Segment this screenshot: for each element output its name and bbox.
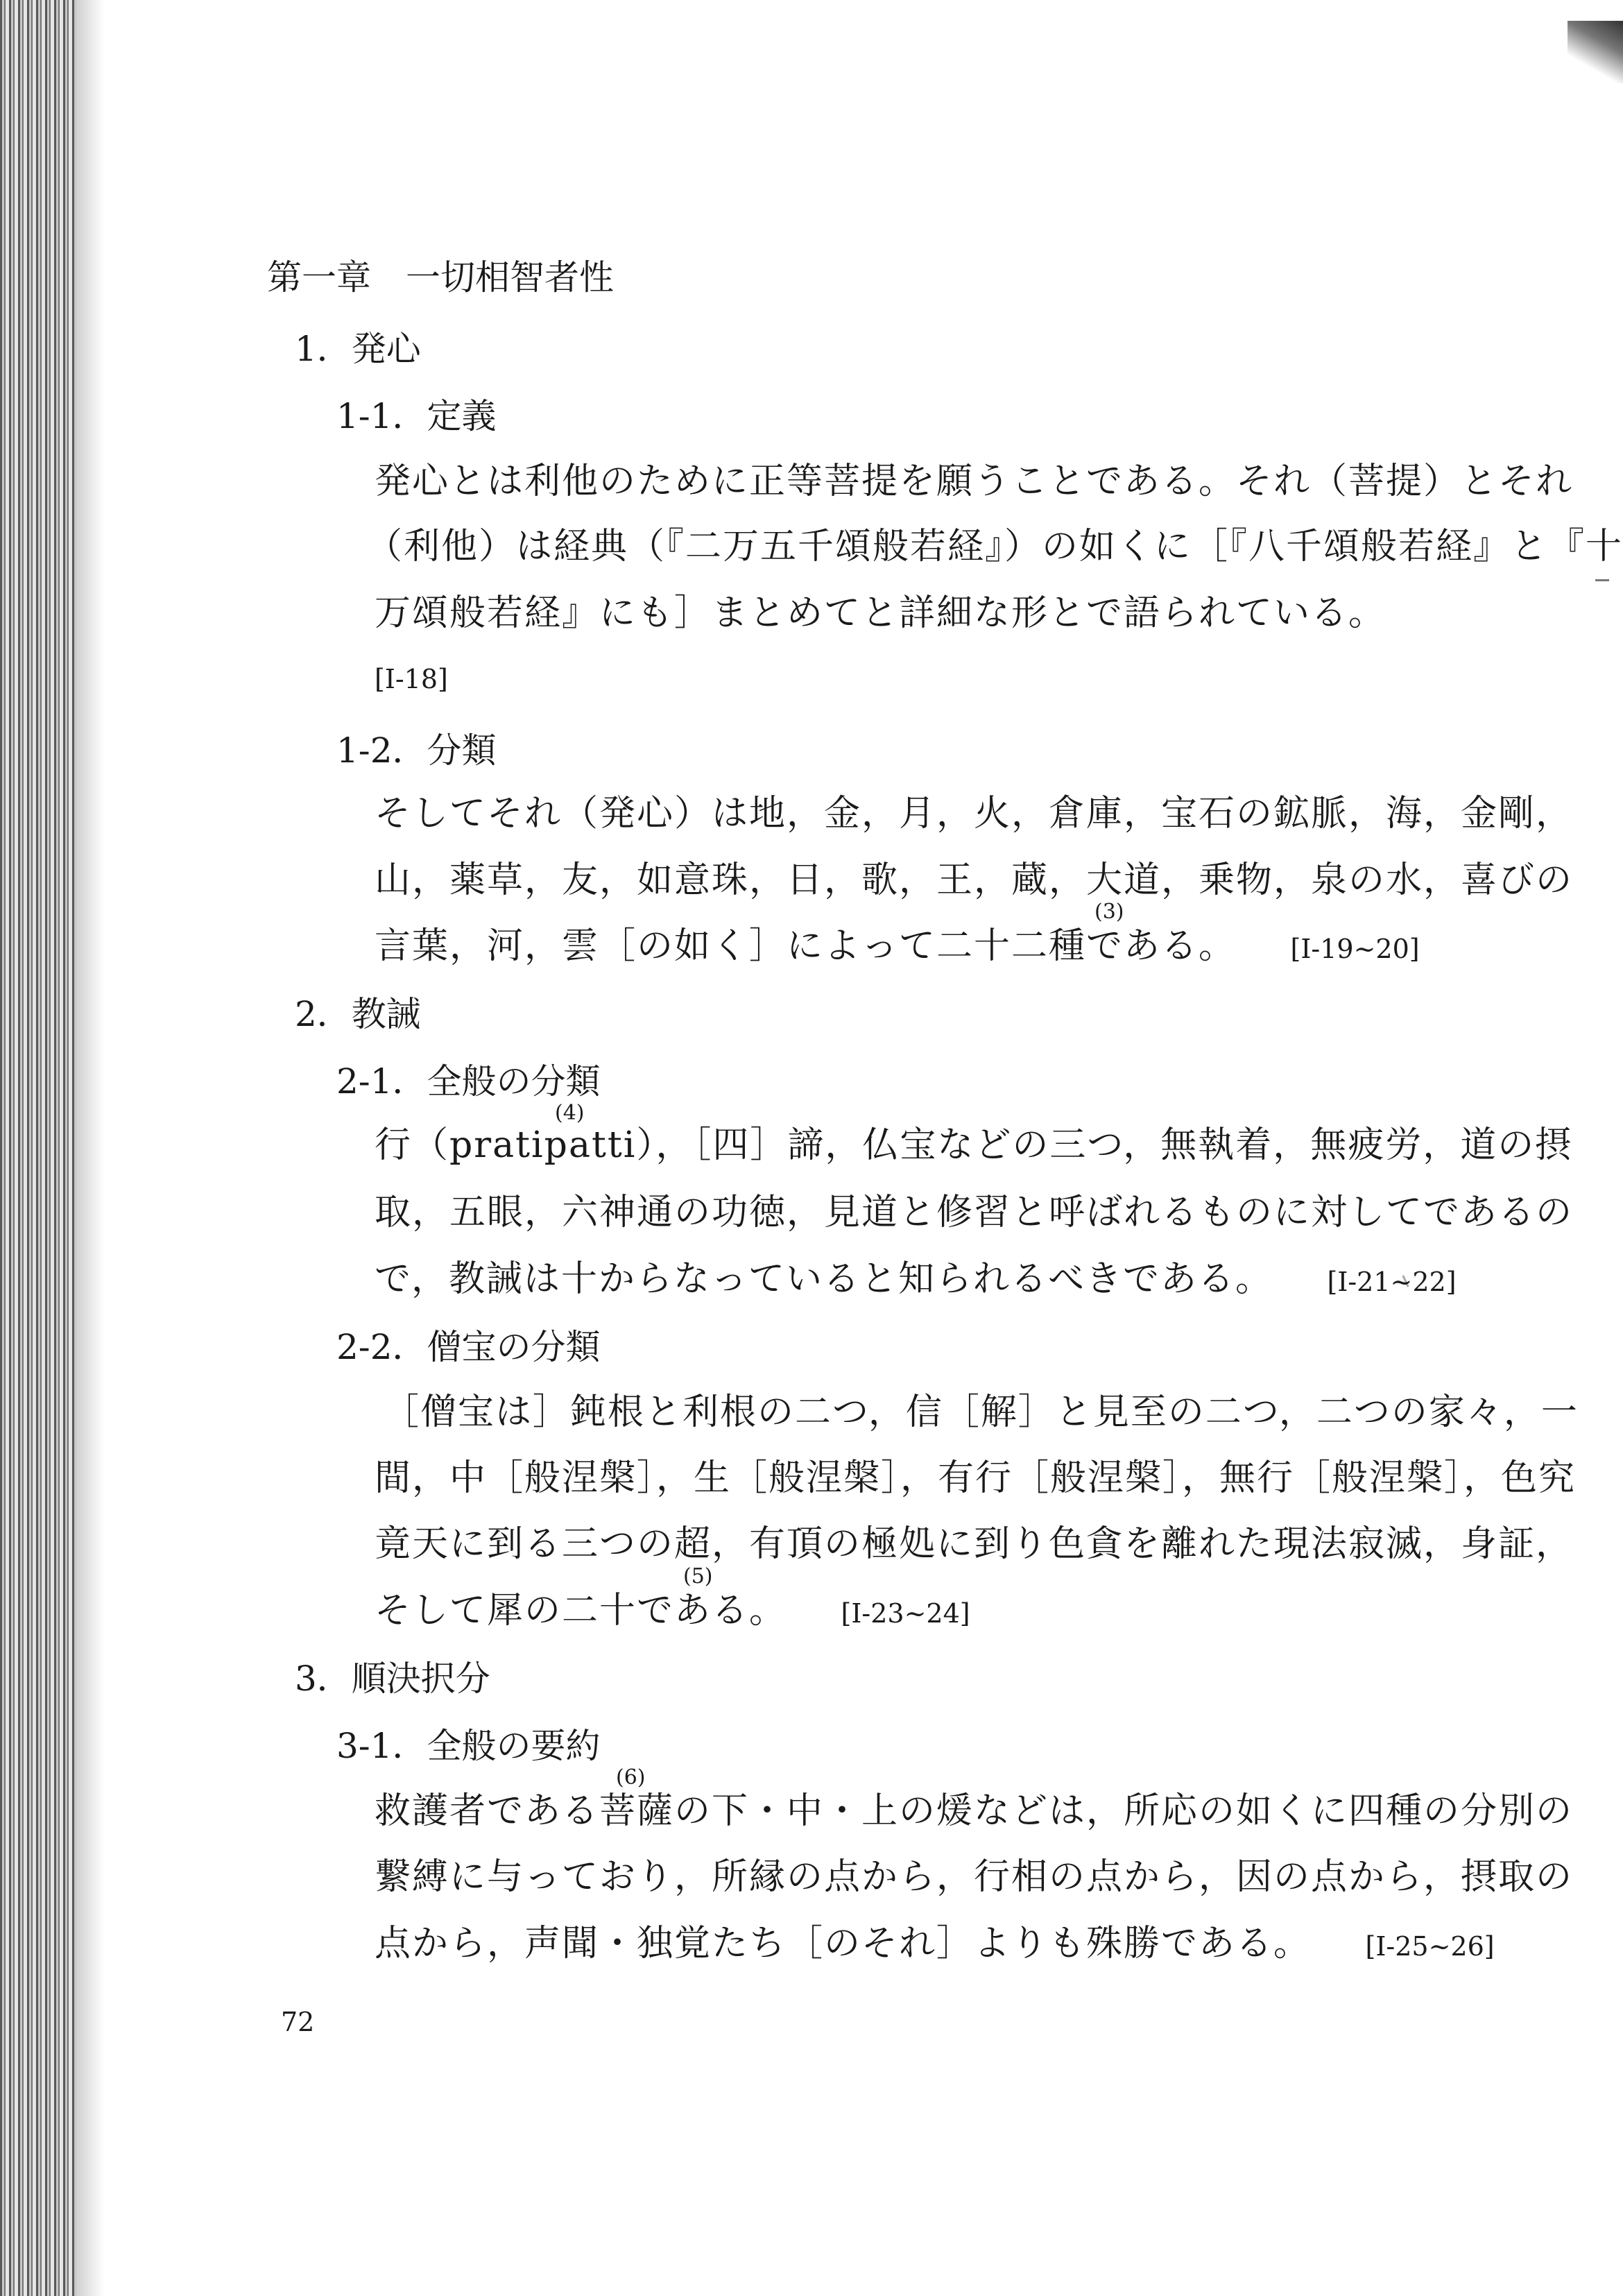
verse-reference: [I-21~22] [1327,1267,1457,1297]
verse-reference: [I-25~26] [1365,1931,1495,1962]
body-line: そしてそれ（発心）は地，金，月，火，倉庫，宝石の鉱脈，海，金剛， [375,793,1574,834]
subsection-heading: 1-2．分類 [336,730,497,771]
book-gutter [0,0,76,2296]
verse-reference: [I-19~20] [1290,934,1420,964]
footnote-marker: (6) [616,1765,646,1790]
body-line: 行（pratipatti），［四］諦，仏宝などの三つ，無執着，無疲労，道の摂 [375,1124,1573,1166]
gutter-shadow [76,0,104,2296]
body-line: 発心とは利他のために正等菩提を願うことである。それ（菩提）とそれ [375,461,1574,502]
body-line: 万頌般若経』にも］まとめてと詳細な形とで語られている。 [375,592,1386,634]
body-line: 繋縛に与っており，所縁の点から，行相の点から，因の点から，摂取の [375,1856,1574,1898]
body-line: 竟天に到る三つの超，有頂の極処に到り色貪を離れた現法寂滅，身証， [375,1523,1574,1565]
body-line: 山，薬草，友，如意珠，日，歌，王，蔵，大道，乗物，泉の水，喜びの [375,859,1574,901]
page-number: 72 [281,2007,315,2037]
footnote-marker: (4) [555,1101,585,1125]
body-text: 点から，声聞・独覚たち［のそれ］よりも殊勝である。 [375,1923,1312,1964]
body-line: ［僧宝は］鈍根と利根の二つ，信［解］と見至の二つ，二つの家々，一 [383,1391,1579,1433]
body-line [375,925,1420,967]
body-line: （利他）は経典（『二万五千頌般若経』）の如くに［『八千頌般若経』と『十 [366,526,1623,567]
scan-corner-mark [1568,21,1623,83]
body-line [375,1590,970,1631]
subsection-heading: 2-2．僧宝の分類 [336,1327,601,1367]
verse-reference: [I-23~24] [841,1598,970,1629]
body-line: 間，中［般涅槃］，生［般涅槃］，有行［般涅槃］，無行［般涅槃］，色究 [375,1457,1577,1499]
footnote-marker: (3) [1094,900,1124,924]
section-heading: 1．発心 [295,329,421,369]
verse-reference: [I-18] [375,664,448,694]
body-text: 言葉，河，雲［の如く］によって二十二種である。 [375,925,1237,967]
subsection-heading: 3-1．全般の要約 [336,1726,601,1766]
chapter-title: 第一章 一切相智者性 [267,257,614,298]
subsection-heading: 2-1．全般の分類 [336,1061,601,1102]
body-line [375,1923,1495,1964]
subsection-heading: 1-1．定義 [336,396,497,436]
scan-edge-mark [1595,579,1609,581]
body-text: で，教誡は十からなっていると知られるべきである。 [375,1258,1273,1300]
body-line: 救護者である菩薩の下・中・上の煖などは，所応の如くに四種の分別の [375,1790,1574,1832]
footnote-marker: (5) [683,1564,713,1588]
body-text: そして犀の二十である。 [375,1590,787,1631]
section-heading: 2．教誡 [295,994,421,1034]
section-heading: 3．順決択分 [295,1659,490,1699]
body-line: 取，五眼，六神通の功徳，見道と修習と呼ばれるものに対してであるの [375,1192,1574,1233]
body-line [375,1258,1457,1300]
